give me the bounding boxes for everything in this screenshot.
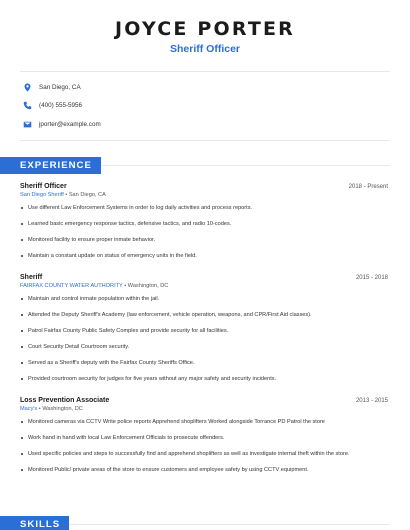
phone-icon bbox=[22, 101, 32, 111]
contact-phone-text: (400) 555-5956 bbox=[39, 102, 83, 110]
job-bullet: Monitored cameras via CCTV Write police reports Apprehend shoplifters Worked alongside Torrance PD Patrol the store bbox=[20, 418, 388, 434]
skills-heading: SKILLS bbox=[0, 516, 69, 530]
job-bullet: Served as a Sheriff's deputy with the Fairfax County Sheriffs Office. bbox=[20, 359, 388, 375]
job-bullet: Maintain and control inmate population within the jail. bbox=[20, 295, 388, 311]
job-employer: San Diego Sheriff bbox=[20, 191, 64, 198]
contact-email bbox=[22, 115, 388, 134]
experience-heading: EXPERIENCE bbox=[0, 157, 101, 174]
skills-section-header bbox=[0, 516, 410, 530]
job-bullet: Work hand in hand with local Law Enforcement Officials to prosecute offenders. bbox=[20, 434, 388, 450]
contact-location bbox=[22, 78, 388, 97]
job-employer-line: San Diego Sheriff • San Diego, CA bbox=[20, 191, 106, 198]
job-bullet: Learned basic emergency response tactics, defensive tactics, and radio 10-codes. bbox=[20, 220, 388, 236]
job-employer: FAIRFAX COUNTY WATER AUTHORITY bbox=[20, 282, 123, 289]
job-title: Sheriff bbox=[20, 273, 43, 281]
job-dates: 2018 - Present bbox=[348, 183, 388, 190]
job-bullet: Use different Law Enforcement Systems in order to log daily activities and process reports. bbox=[20, 204, 388, 220]
experience-section-header bbox=[0, 157, 410, 174]
section-rule bbox=[69, 524, 390, 525]
job-entry bbox=[20, 397, 388, 482]
job-bullet: Monitored facility to ensure proper inmate behavior. bbox=[20, 236, 388, 252]
candidate-name: JOYCE PORTER bbox=[115, 18, 295, 40]
job-location: Washington, DC bbox=[127, 282, 169, 289]
job-employer: Macy's bbox=[20, 405, 38, 412]
candidate-title: Sheriff Officer bbox=[169, 43, 240, 55]
job-employer-line: Macy's • Washington, DC bbox=[20, 405, 83, 412]
job-entry bbox=[20, 274, 388, 391]
job-bullets bbox=[20, 204, 388, 268]
contact-divider bbox=[20, 140, 390, 141]
contact-location-text: San Diego, CA bbox=[39, 83, 81, 91]
contact-email-text: jporter@example.com bbox=[39, 120, 101, 128]
job-employer-line: FAIRFAX COUNTY WATER AUTHORITY • Washington, DC bbox=[20, 282, 169, 289]
experience-list bbox=[0, 174, 410, 482]
job-title: Loss Prevention Associate bbox=[20, 396, 110, 404]
resume-header bbox=[0, 0, 410, 55]
job-location: San Diego, CA bbox=[68, 191, 106, 198]
job-bullet: Provided courtroom security for judges for five years without any major safety and security incidents. bbox=[20, 375, 388, 391]
job-title: Sheriff Officer bbox=[20, 182, 67, 190]
job-bullet: Attended the Deputy Sheriff's Academy (law enforcement, vehicle operation, weapons, and CPR/First Aid classes). bbox=[20, 311, 388, 327]
job-entry bbox=[20, 183, 388, 268]
envelope-icon bbox=[22, 119, 32, 129]
job-bullet: Monitored Public/ private areas of the store to ensure customers and employee safety by using CCTV equipment. bbox=[20, 466, 388, 482]
section-rule bbox=[101, 165, 390, 166]
job-bullet: Patrol Fairfax County Public Safety Complex and provide security for all facilities. bbox=[20, 327, 388, 343]
job-dates: 2013 - 2015 bbox=[355, 397, 388, 404]
job-dates: 2015 - 2018 bbox=[355, 274, 388, 281]
job-bullets bbox=[20, 295, 388, 391]
job-bullet: Court Security Detail Courtroom security. bbox=[20, 343, 388, 359]
job-bullets bbox=[20, 418, 388, 482]
job-bullet: Used specific policies and steps to successfully find and apprehend shoplifters as well as investigate internal theft within the store. bbox=[20, 450, 388, 466]
job-location: Washington, DC bbox=[42, 405, 83, 412]
contact-list bbox=[0, 72, 410, 140]
contact-phone bbox=[22, 97, 388, 116]
job-bullet: Maintain a constant update on status of emergency units in the field. bbox=[20, 252, 388, 268]
map-pin-icon bbox=[22, 82, 32, 92]
